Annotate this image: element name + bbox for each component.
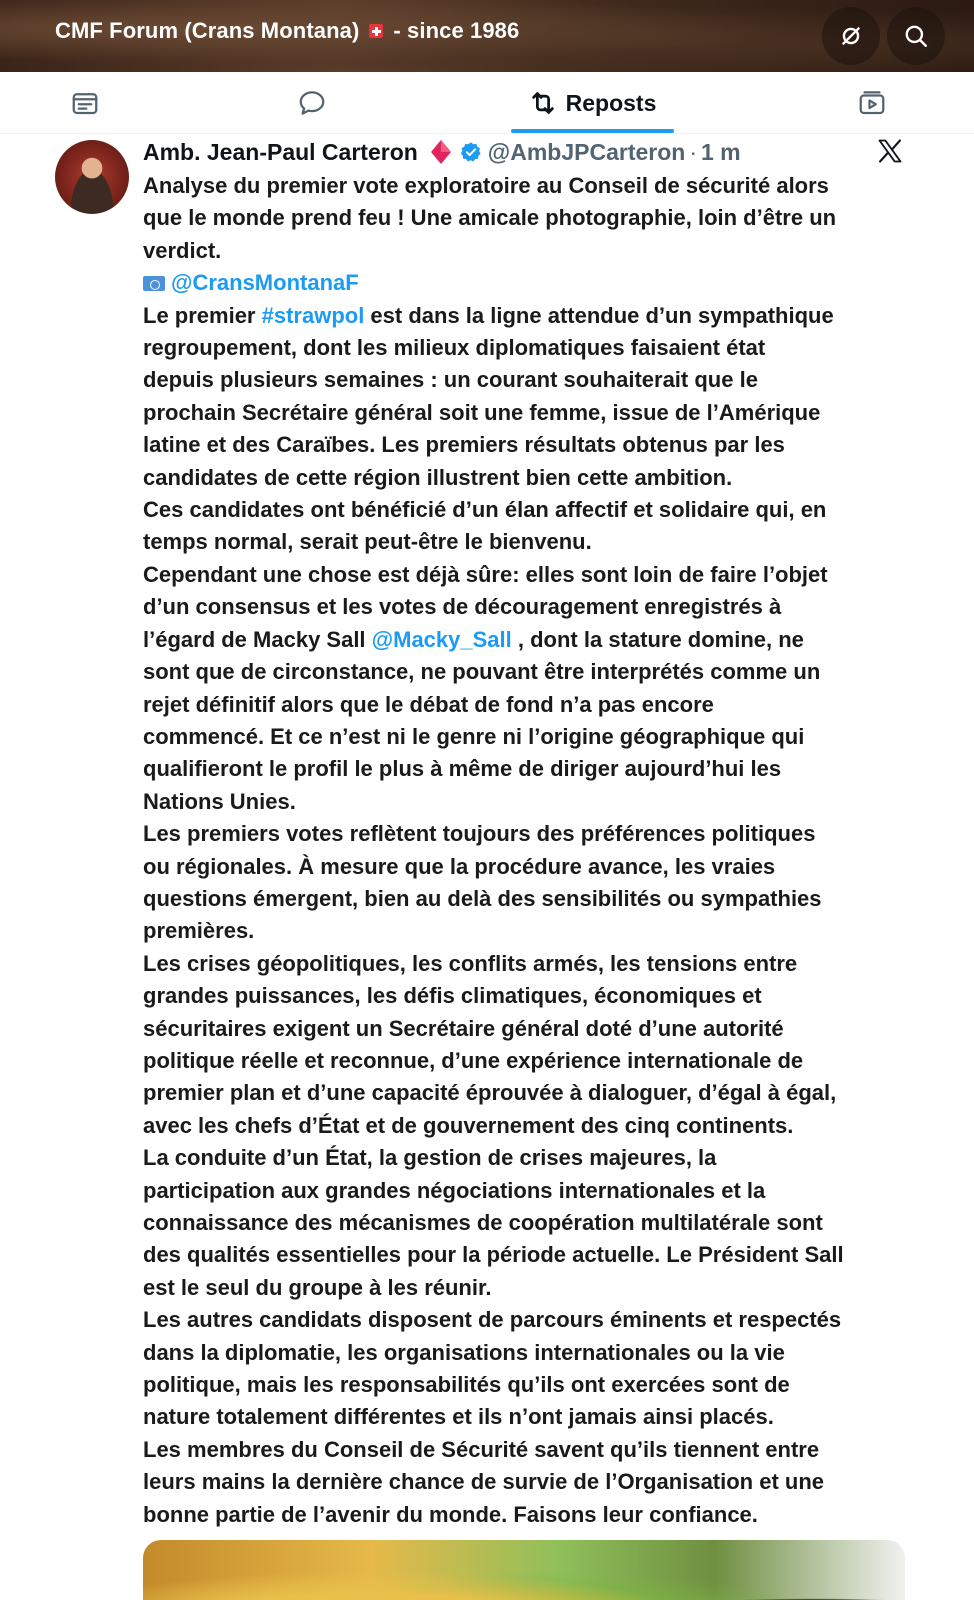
post-line: La conduite d’un État, la gestion de crises majeures, la xyxy=(143,1145,717,1171)
post-line: Nations Unies. xyxy=(143,788,296,814)
post-line: candidates de cette région illustrent bien cette ambition. xyxy=(143,464,733,490)
rss-button[interactable] xyxy=(822,7,880,65)
post-line: premières. xyxy=(143,918,255,944)
post-line: Les autres candidats disposent de parcours éminents et respectés xyxy=(143,1307,842,1333)
author-avatar[interactable] xyxy=(55,140,129,214)
post-line: questions émergent, bien au delà des sensibilités ou sympathies xyxy=(143,885,822,911)
post-line: bonne partie de l’avenir du monde. Faisons leur confiance. xyxy=(143,1501,758,1527)
post-media-image[interactable] xyxy=(143,1540,905,1600)
post-line: connaissance des mécanismes de coopération multilatérale sont xyxy=(143,1210,823,1235)
tab-posts[interactable] xyxy=(55,72,115,134)
post-line: leurs mains la dernière chance de survie de l’Organisation et une xyxy=(143,1469,825,1495)
hashtag-link[interactable]: #strawpol xyxy=(261,302,365,328)
post-text xyxy=(143,170,923,1531)
search-icon xyxy=(903,23,929,49)
tab-replies[interactable] xyxy=(282,72,342,134)
post-line: latine et des Caraïbes. Les premiers résultats obtenus par les xyxy=(143,432,785,458)
post-line: ou régionales. À mesure que la procédure avance, les vraies xyxy=(143,853,776,879)
post-line-hashtag xyxy=(143,300,923,332)
post-time[interactable]: 1 m xyxy=(701,138,741,165)
text-segment: l’égard de Macky Sall xyxy=(143,626,372,652)
tab-media[interactable] xyxy=(842,72,902,134)
post-line: premier plan et d’une capacité éprouvée à dialoguer, d’égal à égal, xyxy=(143,1080,837,1106)
repost-icon xyxy=(528,88,558,118)
post-line-mention xyxy=(143,267,923,299)
post-line: Ces candidates ont bénéficié d’un élan affectif et solidaire qui, en xyxy=(143,497,827,523)
post-line: Cependant une chose est déjà sûre: elles sont loin de faire l’objet xyxy=(143,561,828,587)
author-handle[interactable]: @AmbJPCarteron xyxy=(487,138,686,165)
tab-reposts[interactable] xyxy=(510,72,674,134)
header-title xyxy=(55,18,519,44)
post-line: Les membres du Conseil de Sécurité savent qu’ils tiennent entre xyxy=(143,1436,820,1462)
author-name[interactable]: Amb. Jean-Paul Carteron xyxy=(143,138,418,165)
x-logo-icon xyxy=(876,137,904,165)
profile-header-banner xyxy=(0,0,974,72)
verified-badge-icon xyxy=(460,141,482,163)
video-icon xyxy=(857,88,887,118)
mention-link[interactable]: @Macky_Sall xyxy=(371,626,512,652)
post-header xyxy=(143,135,741,169)
swiss-flag-icon xyxy=(369,24,383,38)
post-line: rejet définitif alors que le débat de fond n’a pas encore xyxy=(143,691,714,717)
separator-dot: · xyxy=(689,138,697,165)
post-line: regroupement, dont les milieux diplomatiques faisaient état xyxy=(143,335,766,361)
post-line: depuis plusieurs semaines : un courant souhaiterait que le xyxy=(143,367,758,393)
red-diamond-icon xyxy=(430,139,452,165)
post-line: politique réelle et reconnue, d’une expérience internationale de xyxy=(143,1047,804,1073)
header-title-prefix: CMF Forum (Crans Montana) xyxy=(55,18,360,43)
rss-icon xyxy=(838,23,864,49)
post-line: Les crises géopolitiques, les conflits armés, les tensions entre xyxy=(143,950,798,976)
post-line: d’un consensus et les votes de découragement enregistrés à xyxy=(143,594,782,620)
text-segment: , dont la stature domine, ne xyxy=(511,626,804,652)
comment-icon xyxy=(297,88,327,118)
tab-reposts-label: Reposts xyxy=(565,89,657,116)
mention-link[interactable]: @CransMontanaF xyxy=(171,270,359,296)
text-segment: est dans la ligne attendue d’un sympathique xyxy=(364,302,834,328)
search-button[interactable] xyxy=(887,7,945,65)
post-line: grandes puissances, les défis climatiques, économiques et xyxy=(143,983,762,1009)
profile-tabs xyxy=(0,72,974,134)
post-line: sécuritaires exigent un Secrétaire général doté d’une autorité xyxy=(143,1015,784,1041)
list-icon xyxy=(70,88,100,118)
post-line: politique, mais les responsabilités qu’ils ont exercées sont de xyxy=(143,1372,790,1398)
post-line: Les premiers votes reflètent toujours des préférences politiques xyxy=(143,821,816,847)
post-line: commencé. Et ce n’est ni le genre ni l’origine géographique qui xyxy=(143,723,805,749)
post-line: verdict. xyxy=(143,237,222,263)
post-line: des qualités essentielles pour la période actuelle. Le Président Sall xyxy=(143,1242,844,1268)
header-title-suffix: - since 1986 xyxy=(393,18,520,43)
post-line-mention xyxy=(143,624,923,656)
post-line: dans la diplomatie, les organisations internationales ou la vie xyxy=(143,1339,785,1365)
post-line: que le monde prend feu ! Une amicale photographie, loin d’être un xyxy=(143,205,837,231)
post-line: est le seul du groupe à les réunir. xyxy=(143,1274,492,1300)
post-line: qualifieront le profil le plus à même de diriger aujourd’hui les xyxy=(143,756,782,782)
post-line: participation aux grandes négociations internationales et la xyxy=(143,1177,766,1203)
post-line: avec les chefs d’État et de gouvernement des cinq continents. xyxy=(143,1112,794,1138)
post-line: sont que de circonstance, ne pouvant être interprétés comme un xyxy=(143,659,821,685)
active-tab-indicator xyxy=(511,129,674,133)
un-flag-icon xyxy=(143,276,165,291)
post-line: prochain Secrétaire général soit une femme, issue de l’Amérique xyxy=(143,399,821,425)
post-line: nature totalement différentes et ils n’ont jamais ainsi placés. xyxy=(143,1404,774,1430)
text-segment: Le premier xyxy=(143,302,262,328)
post-line: temps normal, serait peut-être le bienvenu. xyxy=(143,529,592,555)
post-line: Analyse du premier vote exploratoire au Conseil de sécurité alors xyxy=(143,173,829,198)
